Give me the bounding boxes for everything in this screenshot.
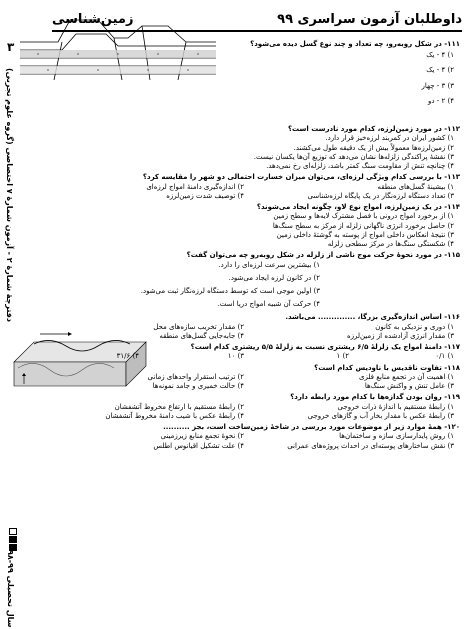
option-4[interactable]: ۴) رابطهٔ عکس با شیب دامنهٔ مخروط آتشفشان [105,411,244,420]
option-row [40,332,460,341]
question-stem: ۱۱۳- با بررسی کدام ویژگی لرزه‌ای، می‌توان میزان خسارت احتمالی دو شهر را مقایسه کرد؟ [142,173,460,182]
option-3[interactable]: ۳) تعداد دستگاه لرزه‌نگار در یک پایگاه لرزه‌شناسی [307,191,454,200]
option-3[interactable]: ۳) نقش ساختارهای پوسته‌ای در احداث پروژه‌های عمرانی [287,441,454,450]
question-stem: ۱۱۴- در یک زمین‌لرزه، امواج نوع لاو، چگونه ایجاد می‌شوند؟ [256,203,460,212]
page-number: ۳ [7,40,15,54]
exam-title: داوطلبان آزمون سراسری ۹۹ [277,12,462,27]
option-2[interactable]: ۲) مقدار تخریب سازه‌های محل [153,322,244,331]
option-2[interactable]: ۲) ۴ - یک [426,66,454,75]
option-3[interactable]: ۳) نقشهٔ پراکندگی زلزله‌ها نشان می‌دهد که توزیع آن‌ها یکسان نیست. [253,152,454,161]
option-4[interactable]: ۴) ۲ - دو [428,96,454,105]
option-1[interactable]: ۱) کشور ایران در کمربند لرزه‌خیز قرار دارد. [325,134,454,143]
question-stem: ۱۱۵- در مورد نحوهٔ حرکت موج ناشی از زلزله در شکل روبه‌رو چه می‌توان گفت؟ [186,251,460,260]
question-stem: ۱۲۰- همهٔ موارد زیر از موضوعات مورد بررسی در شاخهٔ زمین‌ساخت است، بجز .......... [163,423,460,432]
marker-boxes [9,528,17,552]
subject-title: زمین‌شناسی [52,12,134,27]
option-2[interactable]: ۲) در کانون لرزه ایجاد می‌شود. [228,273,320,282]
question-112 [40,125,460,171]
option-3[interactable]: ۳) اولین موجی است که توسط دستگاه لرزه‌نگار ثبت می‌شود. [140,286,320,295]
option-1[interactable]: ۱) ۴ - یک [426,51,454,60]
option-3[interactable]: ۳) نتیجهٔ انعکاس داخلی امواج از پوسته به گوشتهٔ داخلی زمین [276,230,454,239]
option-4[interactable]: ۴) شکستگی سنگ‌ها در مرکز سطحی زلزله [327,240,454,249]
option-row [40,323,460,332]
option-4[interactable]: ۴) حالت خمیری و جامد نمونه‌ها [152,382,244,391]
question-120 [40,423,460,451]
option-row [40,432,460,441]
option-2[interactable]: ۲) رابطهٔ مستقیم با ارتفاع مخروط آتشفشان [114,402,244,411]
question-113 [40,173,460,201]
question-119 [40,393,460,421]
option-1[interactable]: ۱) روش پایدارسازی سازه و ساختمان‌ها [339,432,454,441]
option-3[interactable]: ۳) رابطهٔ عکس با مقدار بخار آب و گازهای خروجی [307,411,454,420]
option-row [40,373,460,382]
option-row [40,403,460,412]
question-118 [40,364,460,392]
question-stem: ۱۱۸- تفاوت ناقدیس با ناودیس کدام است؟ [314,363,460,372]
option-4[interactable]: ۴) توصیف شدت زمین‌لرزه [166,191,244,200]
option-row [40,352,460,361]
option-1[interactable]: ۱) رابطهٔ مستقیم با اندازهٔ ذرات خروجی [337,402,454,411]
option-3[interactable]: ۳) عامل تنش و واکنش سنگ‌ها [364,382,454,391]
question-115 [40,251,460,309]
question-stem: ۱۱۷- دامنهٔ امواج یک زلزلهٔ ۶/۵ ریشتری نسبت به زلزلهٔ ۵/۵ ریشتری کدام است؟ [190,343,460,352]
option-2[interactable]: ۲) نحوهٔ تجمع منابع زیرزمینی [160,432,244,441]
option-list [40,49,460,123]
question-111 [40,40,460,123]
option-2[interactable]: ۲) زمین‌لرزه‌ها معمولاً بیش از یک دقیقه طول می‌کشند. [293,143,454,152]
option-row [40,183,460,192]
option-2[interactable]: ۲) ترتیب استقرار واحدهای زمانی [147,372,244,381]
option-4[interactable]: ۴) جابه‌جایی گسل‌های منطقه [159,331,244,340]
option-row [40,382,460,391]
question-116 [40,313,460,341]
option-4[interactable]: ۴) علت تشکیل اقیانوس اطلس [153,441,244,450]
option-4[interactable]: ۴) ۳۱/۶ [116,352,139,361]
option-4[interactable]: ۴) چنانچه تنش از مقاومت سنگ کمتر باشد، زلزله‌ای رخ نمی‌دهد. [266,162,454,171]
question-114 [40,203,460,249]
option-1[interactable]: ۱) ۰/۱ [435,352,454,361]
option-2[interactable]: ۲) حاصل برخورد انرژی ناگهانی زلزله از مرکز به سطح سنگ‌ها [272,221,454,230]
option-row [40,442,460,451]
question-stem: ۱۱۹- روان بودن گدازه‌ها با کدام مورد رابطه دارد؟ [290,393,460,402]
question-117 [40,343,460,361]
option-1[interactable]: ۱) بیشینهٔ گسل‌های منطقه [377,182,454,191]
option-3[interactable]: ۳) ۳ - چهار [421,81,454,90]
option-2[interactable]: ۲) اندازه‌گیری دامنهٔ امواج لرزه‌ای [146,182,244,191]
option-3[interactable]: ۳) مقدار انرژی آزادشده از زمین‌لرزه [346,331,454,340]
option-4[interactable]: ۴) حرکت آن شبیه امواج دریا است. [217,300,320,309]
option-1[interactable]: ۱) بیشترین سرعت لرزه‌ای را دارد. [218,260,320,269]
booklet-label: دفترچهٔ شمارهٔ ۲ - آزمون شمارهٔ ۷ اختصاصی (گروه علوم تجربی) [5,68,14,323]
question-stem: ۱۱۶- اساس اندازه‌گیری بزرگا، .............. می‌باشد. [285,313,460,322]
question-stem: ۱۱۱- در شکل روبه‌رو، چه تعداد و چند نوع گسل دیده می‌شود؟ [250,40,460,48]
questions-area [40,40,460,625]
question-stem: ۱۱۲- در مورد زمین‌لرزه، کدام مورد نادرست است؟ [288,125,460,134]
option-2[interactable]: ۲) ۱ [336,352,349,361]
option-3[interactable]: ۳) ۱۰ [227,352,244,361]
option-list [80,261,460,310]
option-1[interactable]: ۱) اهمیت آن در تجمع منابع فلزی [358,372,454,381]
marker-box [9,536,17,543]
option-row [40,412,460,421]
marker-box [9,528,17,535]
option-1[interactable]: ۱) دوری و نزدیکی به کانون [375,322,454,331]
option-row [40,192,460,201]
option-1[interactable]: ۱) از برخورد امواج درونی با فصل مشترک لایه‌ها و سطح زمین [273,212,454,221]
academic-year: سال تحصیلی ۹۹-۹۸ [6,550,15,628]
